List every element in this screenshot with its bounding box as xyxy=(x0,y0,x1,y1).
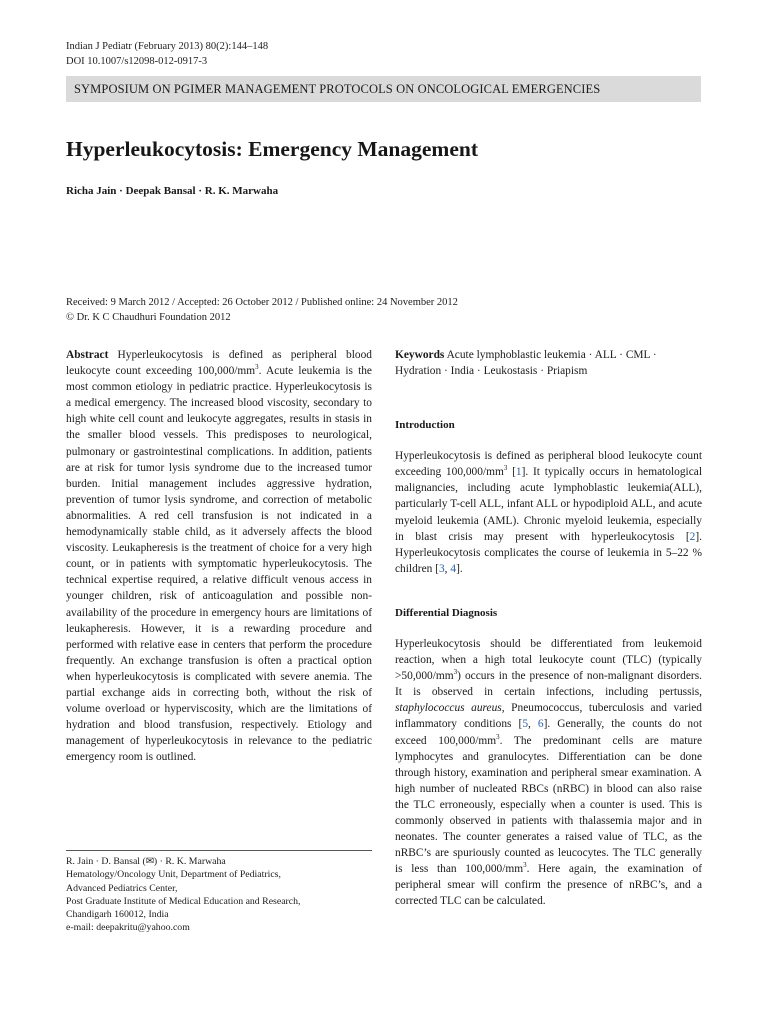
affiliation-authors: R. Jain · D. Bansal (✉) · R. K. Marwaha xyxy=(66,856,226,867)
intro-text-2: [ xyxy=(507,466,516,479)
author-affiliation xyxy=(66,850,372,935)
differential-diagnosis-paragraph xyxy=(395,636,702,910)
citation-link-6[interactable]: 6 xyxy=(537,718,544,731)
affiliation-city: Chandigarh 160012, India xyxy=(66,909,169,921)
abstract-superscript: 3 xyxy=(255,363,259,372)
author-list[interactable]: Richa Jain · Deepak Bansal · R. K. Marwaha xyxy=(66,185,279,197)
received-dates: Received: 9 March 2012 / Accepted: 26 October 2012 / Published online: 24 November 2012 xyxy=(66,297,458,308)
keywords-label: Keywords xyxy=(395,349,445,361)
intro-text-4: ]. Hyperleukocytosis complicates the course of leukemia in 5–22 % children [ xyxy=(395,530,702,575)
introduction-paragraph xyxy=(395,448,702,577)
right-column xyxy=(395,347,702,910)
diff-text-6: . The predominant cells are mature lymphocytes and granulocytes. Differentiation can be done through history, examination and peripheral smear examination. A high number of nucleated RBCs (nRBC) in blood can also raise the TLC erroneously, especially when a counter is used. This is commonly observed in patients with thalassemia major and in neonates. The counter generates a raised value of TLC, as the nRBC’s are spuriously counted as leucocytes. The TLC generally is less than 100,000/mm xyxy=(395,734,703,876)
intro-text-6: ]. xyxy=(456,562,463,575)
diff-superscript-3: 3 xyxy=(523,861,527,870)
abstract xyxy=(66,347,372,765)
citation-link-3[interactable]: 3 xyxy=(438,562,445,575)
diff-text-3: , Pneumococcus, tuberculosis and varied inflammatory conditions [ xyxy=(395,702,702,731)
diff-text-1: Hyperleukocytosis should be differentiated from leukemoid reaction, when a high total leukocyte count (TLC) (typically >50,000/mm xyxy=(395,637,702,683)
symposium-banner: SYMPOSIUM ON PGIMER MANAGEMENT PROTOCOLS ON ONCOLOGICAL EMERGENCIES xyxy=(66,76,701,102)
abstract-text-1: Hyperleukocytosis is defined as peripheral blood leukocyte count exceeding 100,000/mm xyxy=(66,349,372,378)
affiliation-unit: Hematology/Oncology Unit, Department of Pediatrics, xyxy=(66,869,281,881)
journal-doi[interactable]: DOI 10.1007/s12098-012-0917-3 xyxy=(66,55,208,67)
copyright-line: © Dr. K C Chaudhuri Foundation 2012 xyxy=(66,311,231,323)
keywords xyxy=(395,347,702,379)
keywords-text: Acute lymphoblastic leukemia · ALL · CML · Hydration · India · Leukostasis · Priapism xyxy=(395,349,657,378)
affiliation-institute: Post Graduate Institute of Medical Education and Research, xyxy=(66,895,301,907)
intro-text-3: ]. It typically occurs in hematological malignancies, including acute lymphoblastic leukemia(ALL), particularly T-cell ALL, infant ALL or hypodiploid ALL, and acute myeloid leukemia (AML). Chronic myeloid leukemia, especially in blast crisis may present with hyperleukocytosis [ xyxy=(395,466,702,543)
introduction-heading: Introduction xyxy=(395,419,455,432)
affiliation-center: Advanced Pediatrics Center, xyxy=(66,882,178,894)
abstract-text-2: . Acute leukemia is the most common etiology in pediatric practice. Hyperleukocytosis is a medical emergency. The increased blood viscosity, secondary to high white cell count and leukocyte aggregates, results in stasis in the smaller blood vessels. This predisposes to neurological, pulmonary or gastrointestinal complications. In addition, patients are at risk for tumor lysis syndrome due to the increased tumor burden. Initial management includes aggressive hydration, prevention of tumor lysis syndrome, and correction of metabolic abnormalities. A red cell transfusion is not indicated in a hemodynamically stable child, as it adversely affects the blood viscosity. Leukapheresis is the treatment of choice for a very high count, or in patients with symptomatic hyperleukocytosis. The technical expertise required, a relative difficult venous access in younger children, risk of anticoagulation and possible non-availability of the procedure in emergency hours are limitations of leukapheresis. However, it is a rewarding procedure and performed with relative ease in centers that perform the procedure frequently. An exchange transfusion is often a practical option when hyperleukocytosis is complicated with severe anemia. The partial exchange aids in correcting both, without the risk of volume overload or hyperviscosity, which are the limitations of hydration and blood transfusion, respectively. Etiology and management of hyperleukocytosis in relevance to the pediatric emergency room is outlined. xyxy=(66,365,372,764)
diff-text-7: . Here again, the examination of peripheral smear will confirm the presence of nRBC’s, and a corrected TLC can be calculated. xyxy=(395,863,702,908)
diff-superscript-1: 3 xyxy=(453,668,458,677)
differential-diagnosis-heading: Differential Diagnosis xyxy=(395,606,498,619)
diff-superscript-2: 3 xyxy=(496,732,500,741)
diff-text-4: , xyxy=(528,718,538,731)
affiliation-email[interactable]: e-mail: deepakritu@yahoo.com xyxy=(66,922,190,934)
intro-text-5: , xyxy=(444,562,451,575)
citation-link-4[interactable]: 4 xyxy=(450,562,457,575)
citation-link-1[interactable]: 1 xyxy=(515,466,522,479)
article-title: Hyperleukocytosis: Emergency Management xyxy=(66,137,479,161)
diff-text-2: ) occurs in the presence of non-malignant disorders. It is observed in certain infections, including pertussis, xyxy=(395,670,702,699)
citation-link-2[interactable]: 2 xyxy=(689,530,696,543)
diff-text-5: ]. Generally, the counts do not exceed 100,000/mm xyxy=(395,718,702,747)
left-column xyxy=(66,347,372,765)
intro-text-1: Hyperleukocytosis is defined as peripheral blood leukocyte count exceeding 100,000/mm xyxy=(395,450,702,479)
abstract-label: Abstract xyxy=(66,349,109,361)
diff-italic-term: staphylococcus aureus xyxy=(395,702,502,715)
publication-dates xyxy=(66,296,458,325)
intro-superscript: 3 xyxy=(503,464,508,473)
journal-header xyxy=(66,40,268,69)
citation-link-5[interactable]: 5 xyxy=(522,718,529,731)
journal-citation: Indian J Pediatr (February 2013) 80(2):144–148 xyxy=(66,41,269,52)
